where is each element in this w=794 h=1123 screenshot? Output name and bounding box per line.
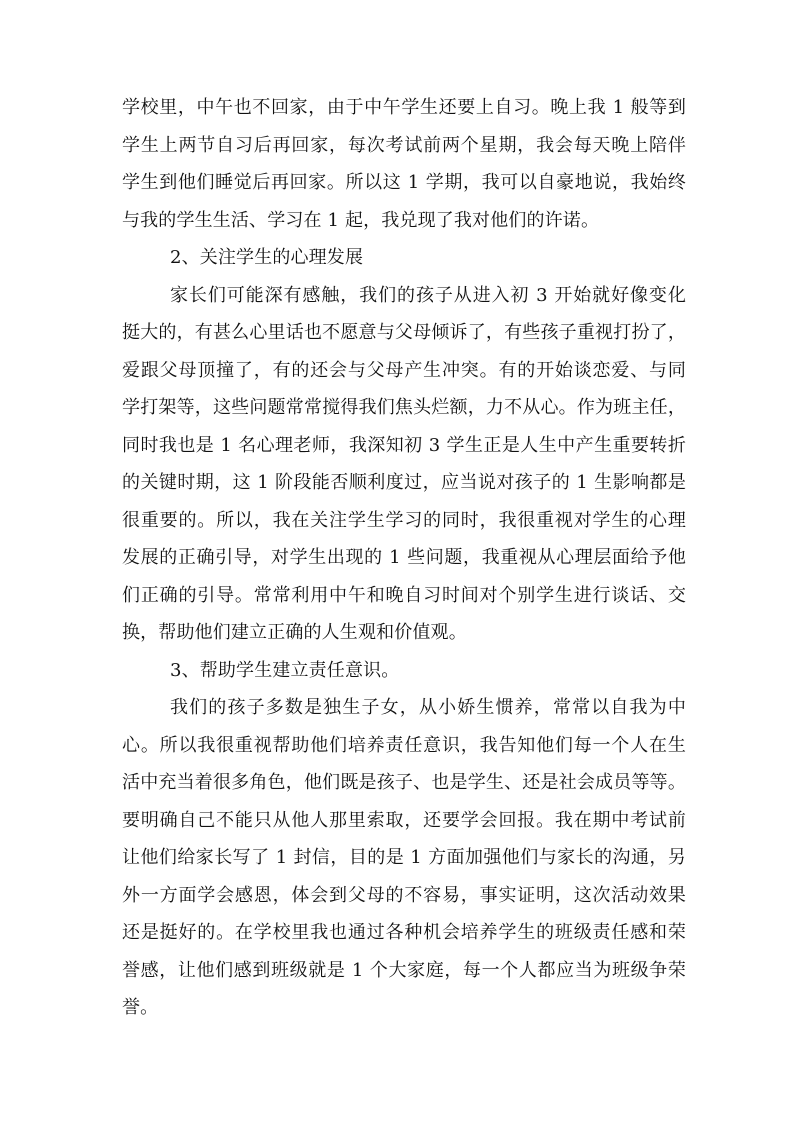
text-line: 挺大的，有甚么心里话也不愿意与父母倾诉了，有些孩子重视打扮了， — [122, 322, 686, 343]
text-line: 家长们可能深有感触，我们的孩子从进入初 3 开始就好像变化 — [170, 284, 686, 306]
text-line: 心。所以我很重视帮助他们培养责任意识，我告知他们每一个人在生 — [122, 734, 686, 756]
document-body — [122, 89, 686, 1027]
text-line: 要明确自己不能只从他人那里索取，还要学会回报。我在期中考试前 — [122, 809, 686, 831]
text-line: 发展的正确引导，对学生出现的 1 些问题，我重视从心理层面给予他 — [122, 547, 686, 568]
text-line: 誉感，让他们感到班级就是 1 个大家庭，每一个人都应当为班级争荣 — [122, 959, 686, 981]
text-line: 我们的孩子多数是独生子女，从小娇生惯养，常常以自我为中 — [170, 697, 686, 718]
text-line: 爱跟父母顶撞了，有的还会与父母产生冲突。有的开始谈恋爱、与同 — [122, 359, 686, 381]
text-line: 与我的学生生活、学习在 1 起，我兑现了我对他们的许诺。 — [122, 209, 600, 231]
text-line: 活中充当着很多角色，他们既是孩子、也是学生、还是社会成员等等。 — [122, 772, 686, 793]
text-line: 的关键时期，这 1 阶段能否顺利度过，应当说对孩子的 1 生影响都是 — [122, 472, 686, 493]
text-line: 们正确的引导。常常利用中午和晚自习时间对个别学生进行谈话、交 — [122, 584, 686, 606]
text-line: 外一方面学会感恩，体会到父母的不容易，事实证明，这次活动效果 — [122, 884, 686, 906]
text-line: 学校里，中午也不回家，由于中午学生还要上自习。晚上我 1 般等到 — [122, 97, 686, 118]
text-line: 让他们给家长写了 1 封信，目的是 1 方面加强他们与家长的沟通，另 — [122, 847, 686, 868]
section-heading: 3、帮助学生建立责任意识。 — [170, 659, 400, 681]
text-line: 同时我也是 1 名心理老师，我深知初 3 学生正是人生中产生重要转折 — [122, 434, 686, 456]
text-line: 换，帮助他们建立正确的人生观和价值观。 — [122, 622, 467, 643]
text-line: 誉。 — [122, 997, 159, 1018]
text-line: 学生上两节自习后再回家，每次考试前两个星期，我会每天晚上陪伴 — [122, 134, 686, 156]
section-heading: 2、关注学生的心理发展 — [170, 247, 364, 268]
text-line: 很重要的。所以，我在关注学生学习的同时，我很重视对学生的心理 — [122, 509, 686, 531]
text-line: 学生到他们睡觉后再回家。所以这 1 学期，我可以自豪地说，我始终 — [122, 172, 686, 193]
text-line: 学打架等，这些问题常常搅得我们焦头烂额，力不从心。作为班主任， — [122, 397, 686, 418]
text-line: 还是挺好的。在学校里我也通过各种机会培养学生的班级责任感和荣 — [122, 922, 686, 943]
